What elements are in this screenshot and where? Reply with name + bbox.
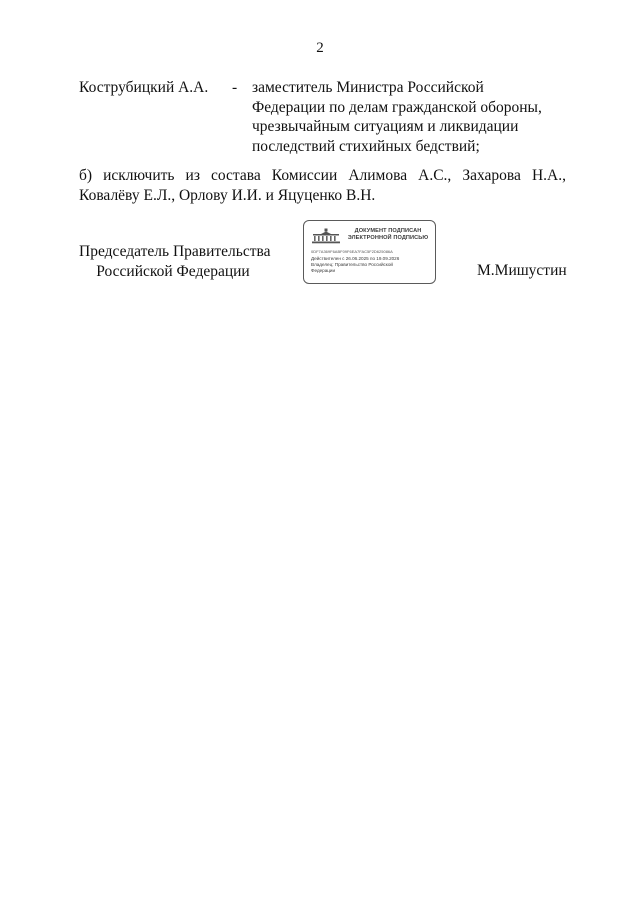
page-number: 2: [316, 40, 324, 56]
stamp-heading-line: ДОКУМЕНТ ПОДПИСАН: [354, 228, 422, 234]
stamp-certificate-number: 0DF7A369F6ABF09F6EA7FAC5F2D625086A: [311, 249, 393, 254]
chairman-title-line: Председатель Правительства: [79, 243, 271, 260]
chairman-title-line: Российской Федерации: [96, 262, 250, 280]
clause-b-text: б) исключить из состава Комиссии Алимова А.С., Захарова Н.А.,: [79, 167, 566, 184]
stamp-owner: [311, 262, 393, 273]
stamp-heading-line: ЭЛЕКТРОННОЙ ПОДПИСЬЮ: [347, 235, 429, 241]
chairman-title: [79, 242, 271, 281]
member-role-line: Федерации по делам гражданской обороны,: [252, 98, 542, 116]
member-role-line: последствий стихийных бедствий;: [252, 137, 480, 155]
stamp-owner-line: Федерации: [311, 267, 336, 273]
clause-b-text-continued: Ковалёву Е.Л., Орлову И.И. и Яцуценко В.Н.: [79, 186, 376, 204]
stamp-owner-line: Владелец: Правительство Российской: [311, 262, 393, 267]
electronic-signature-stamp: [303, 220, 436, 284]
member-dash: -: [232, 79, 238, 96]
member-role-line: заместитель Министра Российской: [252, 79, 484, 96]
member-name: Кострубицкий А.А.: [79, 79, 209, 96]
government-building-emblem-icon: [311, 228, 341, 244]
stamp-heading: [344, 228, 432, 242]
signer-name: М.Мишустин: [477, 262, 567, 279]
stamp-validity: Действителен с 26.06.2025 по 19.09.2026: [311, 256, 400, 261]
member-role: [252, 78, 542, 156]
member-role-line: чрезвычайным ситуациям и ликвидации: [252, 118, 519, 135]
